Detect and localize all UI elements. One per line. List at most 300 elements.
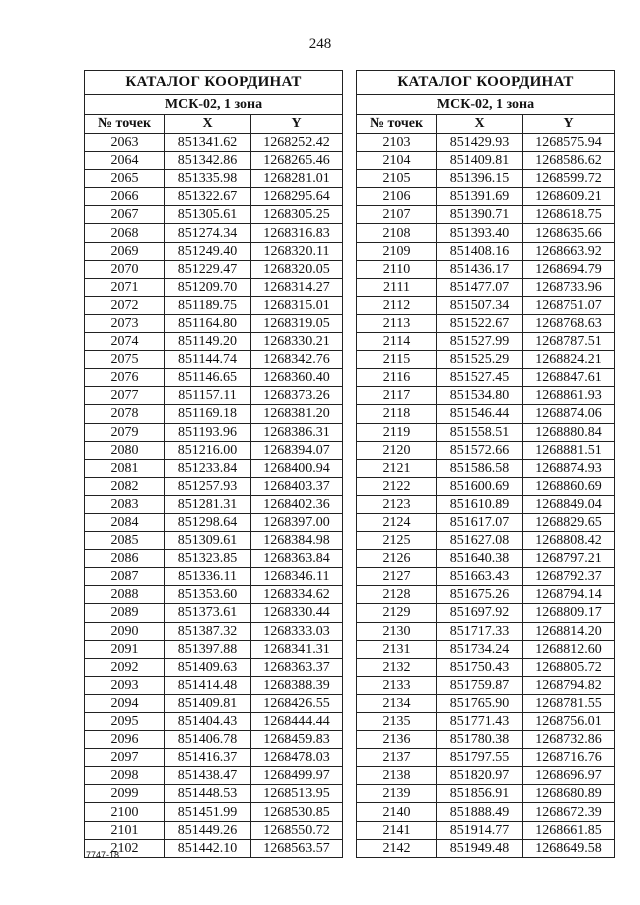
cell-point-number: 2063 [85,134,165,152]
cell-x: 851257.93 [165,477,251,495]
cell-point-number: 2085 [85,532,165,550]
cell-x: 851734.24 [437,640,523,658]
cell-x: 851451.99 [165,803,251,821]
cell-x: 851949.48 [437,839,523,857]
table-row [357,242,615,260]
table-row [357,803,615,821]
table-row [357,134,615,152]
catalog-zone: МСК-02, 1 зона [357,95,615,115]
cell-x: 851572.66 [437,441,523,459]
cell-point-number: 2067 [85,206,165,224]
cell-point-number: 2137 [357,749,437,767]
cell-point-number: 2077 [85,387,165,405]
cell-y: 1268314.27 [251,278,343,296]
table-row [85,170,343,188]
cell-x: 851449.26 [165,821,251,839]
cell-point-number: 2124 [357,513,437,531]
cell-point-number: 2138 [357,767,437,785]
cell-y: 1268808.42 [523,532,615,550]
table-row [85,821,343,839]
cell-y: 1268787.51 [523,333,615,351]
cell-x: 851309.61 [165,532,251,550]
cell-y: 1268792.37 [523,568,615,586]
table-row [357,731,615,749]
cell-x: 851274.34 [165,224,251,242]
cell-point-number: 2123 [357,495,437,513]
cell-point-number: 2141 [357,821,437,839]
table-row [357,369,615,387]
cell-point-number: 2131 [357,640,437,658]
cell-y: 1268513.95 [251,785,343,803]
cell-y: 1268635.66 [523,224,615,242]
catalog-title: КАТАЛОГ КООРДИНАТ [85,71,343,95]
cell-point-number: 2071 [85,278,165,296]
cell-y: 1268252.42 [251,134,343,152]
cell-x: 851298.64 [165,513,251,531]
cell-point-number: 2102 [85,839,165,857]
cell-x: 851771.43 [437,713,523,731]
cell-point-number: 2075 [85,351,165,369]
table-row [357,170,615,188]
cell-x: 851663.43 [437,568,523,586]
cell-y: 1268330.44 [251,604,343,622]
table-row [357,821,615,839]
table-row [357,640,615,658]
cell-x: 851342.86 [165,152,251,170]
cell-point-number: 2068 [85,224,165,242]
cell-y: 1268672.39 [523,803,615,821]
table-row [357,767,615,785]
cell-y: 1268874.06 [523,405,615,423]
cell-x: 851404.43 [165,713,251,731]
cell-point-number: 2121 [357,459,437,477]
column-header-y: Y [251,115,343,134]
table-row [357,676,615,694]
cell-x: 851396.15 [437,170,523,188]
table-row [357,206,615,224]
table-row [85,224,343,242]
cell-y: 1268363.37 [251,658,343,676]
cell-x: 851164.80 [165,314,251,332]
table-row [357,622,615,640]
cell-y: 1268319.05 [251,314,343,332]
cell-y: 1268444.44 [251,713,343,731]
catalog-zone: МСК-02, 1 зона [85,95,343,115]
table-row [357,550,615,568]
cell-x: 851406.78 [165,731,251,749]
cell-y: 1268609.21 [523,188,615,206]
cell-x: 851525.29 [437,351,523,369]
cell-y: 1268881.51 [523,441,615,459]
cell-x: 851353.60 [165,586,251,604]
table-row [85,622,343,640]
cell-point-number: 2115 [357,351,437,369]
cell-y: 1268694.79 [523,260,615,278]
cell-x: 851610.89 [437,495,523,513]
table-row [357,604,615,622]
cell-point-number: 2135 [357,713,437,731]
cell-y: 1268732.86 [523,731,615,749]
page-number: 248 [308,36,332,52]
cell-y: 1268563.57 [251,839,343,857]
cell-x: 851341.62 [165,134,251,152]
cell-point-number: 2139 [357,785,437,803]
cell-y: 1268781.55 [523,694,615,712]
cell-x: 851856.91 [437,785,523,803]
cell-x: 851797.55 [437,749,523,767]
cell-point-number: 2125 [357,532,437,550]
cell-point-number: 2083 [85,495,165,513]
cell-point-number: 2080 [85,441,165,459]
table-body [85,134,343,858]
table-row [85,423,343,441]
cell-x: 851546.44 [437,405,523,423]
cell-y: 1268330.21 [251,333,343,351]
cell-y: 1268397.00 [251,513,343,531]
cell-y: 1268874.93 [523,459,615,477]
column-header-x: X [165,115,251,134]
table-row [85,550,343,568]
cell-point-number: 2116 [357,369,437,387]
cell-x: 851393.40 [437,224,523,242]
cell-y: 1268599.72 [523,170,615,188]
cell-point-number: 2103 [357,134,437,152]
cell-y: 1268334.62 [251,586,343,604]
cell-y: 1268499.97 [251,767,343,785]
table-row [357,459,615,477]
cell-x: 851209.70 [165,278,251,296]
cell-point-number: 2134 [357,694,437,712]
cell-x: 851820.97 [437,767,523,785]
cell-y: 1268575.94 [523,134,615,152]
cell-point-number: 2089 [85,604,165,622]
cell-y: 1268341.31 [251,640,343,658]
cell-x: 851387.32 [165,622,251,640]
cell-point-number: 2091 [85,640,165,658]
coordinate-catalog-table-left [84,70,343,858]
cell-y: 1268680.89 [523,785,615,803]
cell-x: 851193.96 [165,423,251,441]
cell-x: 851397.88 [165,640,251,658]
cell-y: 1268400.94 [251,459,343,477]
cell-x: 851146.65 [165,369,251,387]
cell-point-number: 2079 [85,423,165,441]
cell-x: 851507.34 [437,296,523,314]
table-row [357,477,615,495]
cell-x: 851390.71 [437,206,523,224]
table-row [85,803,343,821]
table-row [357,387,615,405]
cell-y: 1268797.21 [523,550,615,568]
table-row [85,767,343,785]
cell-y: 1268403.37 [251,477,343,495]
table-row [357,568,615,586]
cell-x: 851189.75 [165,296,251,314]
cell-point-number: 2082 [85,477,165,495]
cell-x: 851305.61 [165,206,251,224]
cell-x: 851765.90 [437,694,523,712]
cell-point-number: 2096 [85,731,165,749]
cell-point-number: 2076 [85,369,165,387]
cell-point-number: 2136 [357,731,437,749]
cell-y: 1268805.72 [523,658,615,676]
cell-point-number: 2099 [85,785,165,803]
cell-x: 851586.58 [437,459,523,477]
cell-y: 1268305.25 [251,206,343,224]
catalog-title: КАТАЛОГ КООРДИНАТ [357,71,615,95]
table-row [85,568,343,586]
table-row [85,586,343,604]
cell-x: 851438.47 [165,767,251,785]
cell-x: 851527.45 [437,369,523,387]
cell-x: 851409.63 [165,658,251,676]
table-row [357,749,615,767]
cell-x: 851750.43 [437,658,523,676]
table-row [85,749,343,767]
cell-point-number: 2104 [357,152,437,170]
cell-x: 851169.18 [165,405,251,423]
cell-y: 1268388.39 [251,676,343,694]
cell-y: 1268281.01 [251,170,343,188]
cell-point-number: 2073 [85,314,165,332]
cell-x: 851617.07 [437,513,523,531]
cell-y: 1268814.20 [523,622,615,640]
cell-y: 1268381.20 [251,405,343,423]
column-header-y: Y [523,115,615,134]
cell-point-number: 2086 [85,550,165,568]
cell-x: 851149.20 [165,333,251,351]
cell-x: 851697.92 [437,604,523,622]
table-row [357,152,615,170]
cell-x: 851780.38 [437,731,523,749]
table-row [85,731,343,749]
cell-x: 851759.87 [437,676,523,694]
table-row [357,495,615,513]
cell-x: 851335.98 [165,170,251,188]
table-row [85,206,343,224]
cell-y: 1268618.75 [523,206,615,224]
cell-point-number: 2119 [357,423,437,441]
coordinate-catalog-table-right [356,70,615,858]
cell-y: 1268860.69 [523,477,615,495]
cell-x: 851442.10 [165,839,251,857]
table-row [85,260,343,278]
cell-x: 851391.69 [437,188,523,206]
table-row [357,586,615,604]
cell-point-number: 2070 [85,260,165,278]
cell-point-number: 2142 [357,839,437,857]
cell-x: 851229.47 [165,260,251,278]
table-row [85,713,343,731]
table-row [85,839,343,857]
table-row [357,694,615,712]
cell-x: 851323.85 [165,550,251,568]
cell-y: 1268384.98 [251,532,343,550]
cell-point-number: 2101 [85,821,165,839]
table-row [85,152,343,170]
cell-point-number: 2132 [357,658,437,676]
table-row [85,134,343,152]
cell-point-number: 2126 [357,550,437,568]
cell-y: 1268373.26 [251,387,343,405]
table-row [357,188,615,206]
cell-point-number: 2118 [357,405,437,423]
cell-y: 1268649.58 [523,839,615,857]
cell-point-number: 2094 [85,694,165,712]
cell-x: 851336.11 [165,568,251,586]
cell-point-number: 2112 [357,296,437,314]
table-row [357,423,615,441]
table-row [357,278,615,296]
cell-point-number: 2114 [357,333,437,351]
cell-point-number: 2106 [357,188,437,206]
table-row [357,532,615,550]
cell-x: 851717.33 [437,622,523,640]
cell-y: 1268530.85 [251,803,343,821]
table-row [85,351,343,369]
table-row [357,713,615,731]
cell-y: 1268751.07 [523,296,615,314]
cell-x: 851157.11 [165,387,251,405]
table-row [357,441,615,459]
column-header-x: X [437,115,523,134]
cell-y: 1268316.83 [251,224,343,242]
cell-point-number: 2093 [85,676,165,694]
cell-x: 851558.51 [437,423,523,441]
table-row [85,676,343,694]
cell-point-number: 2105 [357,170,437,188]
table-row [357,513,615,531]
cell-point-number: 2087 [85,568,165,586]
cell-x: 851281.31 [165,495,251,513]
cell-y: 1268346.11 [251,568,343,586]
table-row [85,459,343,477]
table-row [85,188,343,206]
cell-x: 851436.17 [437,260,523,278]
table-row [85,495,343,513]
table-row [357,314,615,332]
table-row [85,640,343,658]
cell-y: 1268363.84 [251,550,343,568]
cell-x: 851448.53 [165,785,251,803]
cell-point-number: 2107 [357,206,437,224]
cell-point-number: 2069 [85,242,165,260]
table-row [85,532,343,550]
cell-point-number: 2098 [85,767,165,785]
cell-x: 851409.81 [437,152,523,170]
cell-y: 1268661.85 [523,821,615,839]
cell-point-number: 2127 [357,568,437,586]
table-row [85,694,343,712]
table-row [357,333,615,351]
cell-point-number: 2129 [357,604,437,622]
cell-y: 1268320.05 [251,260,343,278]
cell-x: 851627.08 [437,532,523,550]
cell-y: 1268550.72 [251,821,343,839]
cell-point-number: 2100 [85,803,165,821]
table-row [85,314,343,332]
cell-point-number: 2117 [357,387,437,405]
cell-x: 851640.38 [437,550,523,568]
cell-point-number: 2111 [357,278,437,296]
cell-y: 1268733.96 [523,278,615,296]
cell-point-number: 2109 [357,242,437,260]
cell-point-number: 2072 [85,296,165,314]
cell-point-number: 2110 [357,260,437,278]
cell-point-number: 2095 [85,713,165,731]
cell-y: 1268478.03 [251,749,343,767]
cell-x: 851534.80 [437,387,523,405]
cell-point-number: 2065 [85,170,165,188]
cell-y: 1268333.03 [251,622,343,640]
cell-x: 851409.81 [165,694,251,712]
cell-y: 1268586.62 [523,152,615,170]
cell-y: 1268847.61 [523,369,615,387]
table-row [357,839,615,857]
cell-point-number: 2122 [357,477,437,495]
cell-point-number: 2081 [85,459,165,477]
cell-x: 851429.93 [437,134,523,152]
cell-point-number: 2130 [357,622,437,640]
table-row [357,224,615,242]
table-row [85,387,343,405]
cell-point-number: 2133 [357,676,437,694]
table-row [85,369,343,387]
cell-y: 1268663.92 [523,242,615,260]
cell-y: 1268756.01 [523,713,615,731]
cell-y: 1268696.97 [523,767,615,785]
cell-y: 1268402.36 [251,495,343,513]
table-row [357,260,615,278]
cell-point-number: 2078 [85,405,165,423]
cell-x: 851373.61 [165,604,251,622]
cell-y: 1268320.11 [251,242,343,260]
cell-point-number: 2140 [357,803,437,821]
table-row [85,513,343,531]
cell-x: 851249.40 [165,242,251,260]
cell-x: 851914.77 [437,821,523,839]
cell-y: 1268829.65 [523,513,615,531]
cell-y: 1268768.63 [523,314,615,332]
cell-x: 851416.37 [165,749,251,767]
cell-x: 851527.99 [437,333,523,351]
document-code: 7747-18 [86,850,120,860]
cell-x: 851408.16 [437,242,523,260]
cell-y: 1268342.76 [251,351,343,369]
cell-point-number: 2108 [357,224,437,242]
column-header-point-number: № точек [85,115,165,134]
cell-point-number: 2088 [85,586,165,604]
cell-y: 1268849.04 [523,495,615,513]
cell-point-number: 2128 [357,586,437,604]
table-row [357,351,615,369]
cell-point-number: 2074 [85,333,165,351]
table-row [85,658,343,676]
table-row [85,296,343,314]
cell-y: 1268861.93 [523,387,615,405]
cell-x: 851675.26 [437,586,523,604]
cell-y: 1268386.31 [251,423,343,441]
table-row [85,278,343,296]
table-row [85,604,343,622]
cell-point-number: 2084 [85,513,165,531]
cell-x: 851477.07 [437,278,523,296]
cell-x: 851888.49 [437,803,523,821]
cell-y: 1268794.82 [523,676,615,694]
cell-x: 851144.74 [165,351,251,369]
cell-y: 1268809.17 [523,604,615,622]
cell-y: 1268360.40 [251,369,343,387]
